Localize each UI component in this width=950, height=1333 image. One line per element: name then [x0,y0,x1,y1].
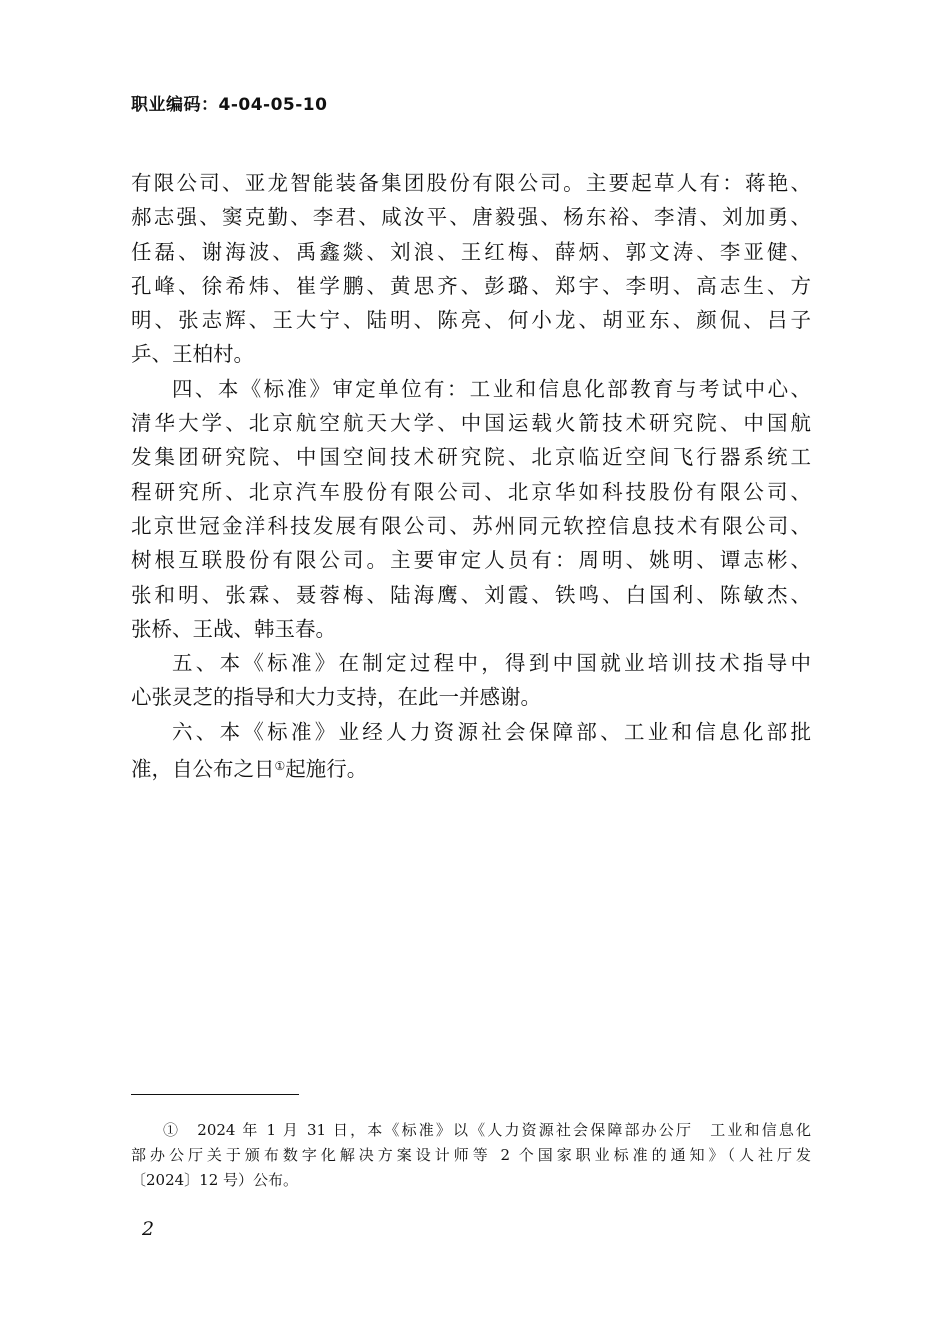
footnote-line: 〔2024〕12 号）公布。 [131,1171,299,1189]
text-line: 发集团研究院、中国空间技术研究院、北京临近空间飞行器系统工 [131,445,811,470]
occupation-code-header: 职业编码：4-04-05-10 [131,95,328,115]
main-text [131,166,811,783]
text-line: 张桥、王战、韩玉春。 [131,616,336,641]
text-line: 六、本《标准》业经人力资源社会保障部、工业和信息化部批 [172,719,811,744]
text-line: 心张灵芝的指导和大力支持，在此一并感谢。 [131,685,541,710]
text-line: 任磊、谢海波、禹鑫燚、刘浪、王红梅、薛炳、郭文涛、李亚健、 [131,239,811,264]
footnote-line: 部办公厅关于颁布数字化解决方案设计师等 2 个国家职业标准的通知》（人社厅发 [131,1146,811,1164]
text-line: 明、张志辉、王大宁、陆明、陈亮、何小龙、胡亚东、颜侃、吕子 [131,308,811,333]
text-line: 树根互联股份有限公司。主要审定人员有：周明、姚明、谭志彬、 [131,548,811,573]
text-segment: 准，自公布之日 [131,757,275,782]
text-line: 有限公司、亚龙智能装备集团股份有限公司。主要起草人有：蒋艳、 [131,171,811,195]
text-line: 张和明、张霖、聂蓉梅、陆海鹰、刘霞、铁鸣、白国利、陈敏杰、 [131,582,811,607]
footnote [131,1118,811,1193]
page-number: 2 [142,1218,155,1240]
footnote-reference[interactable]: ① [274,759,286,774]
footnote-line: ① 2024 年 1 月 31 日，本《标准》以《人力资源社会保障部办公厅 工业和信息化 [163,1121,811,1139]
text-line: 郝志强、窦克勤、李君、咸汝平、唐毅强、杨东裕、李清、刘加勇、 [131,205,811,230]
text-line: 程研究所、北京汽车股份有限公司、北京华如科技股份有限公司、 [131,479,811,504]
text-line: 四、本《标准》审定单位有：工业和信息化部教育与考试中心、 [172,376,811,401]
text-line: 北京世冠金洋科技发展有限公司、苏州同元软控信息技术有限公司、 [131,513,811,538]
text-line: 孔峰、徐希炜、崔学鹏、黄思齐、彭璐、郑宇、李明、高志生、方 [131,273,811,298]
text-line: 乒、王柏村。 [131,342,254,367]
text-segment: 起施行。 [285,757,368,782]
text-line: 清华大学、北京航空航天大学、中国运载火箭技术研究院、中国航 [131,411,811,436]
text-line: 五、本《标准》在制定过程中，得到中国就业培训技术指导中 [172,651,811,676]
text-line [131,749,811,783]
footnote-divider [131,1094,299,1095]
